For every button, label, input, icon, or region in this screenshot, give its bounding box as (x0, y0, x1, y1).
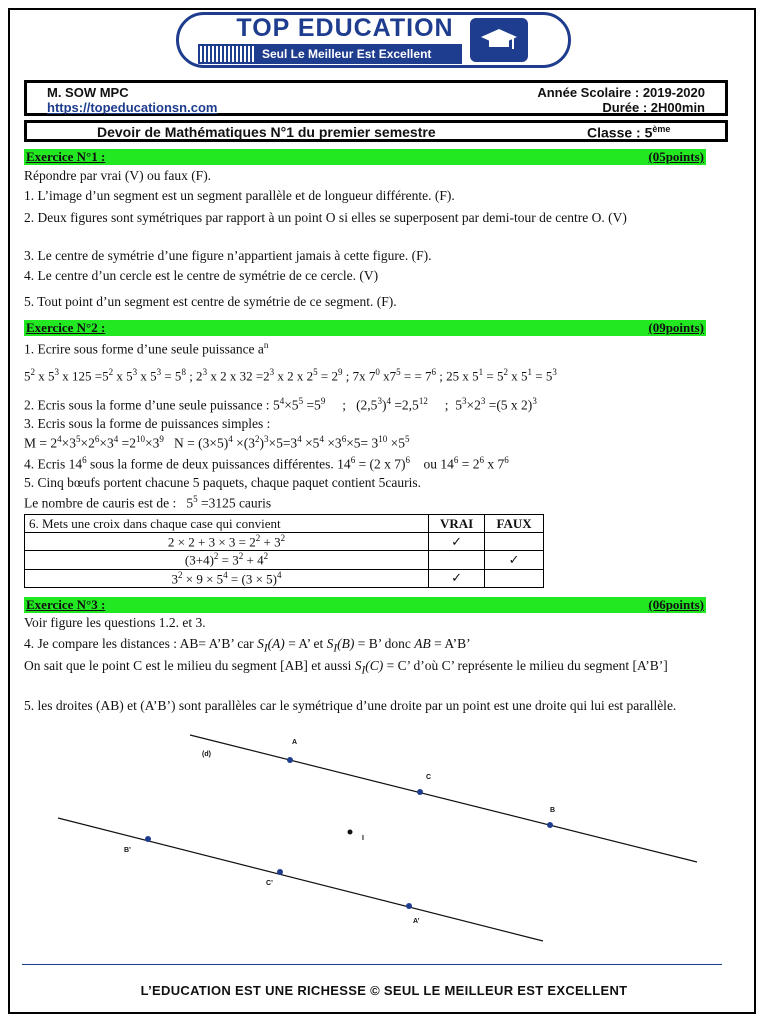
ex1-item-4: 4. Le centre d’un cercle est le centre de symétrie de ce cercle. (V) (24, 268, 379, 283)
footer-divider (22, 964, 722, 965)
ex2-q3-answer: $M = 2^4\times 3^5\times 2^6\times 3^4 =2^{10}\times 3^9$ $N = (3\times 5)^4 \times(3^2)^3\times 5=3^4 \times 5^4 \times 3^6\times 5= 3^{10} \times 5^5$ (24, 434, 410, 451)
exercise-3-title: Exercice N°3 : (26, 597, 106, 612)
point-b (547, 822, 553, 828)
ex2-q1: 1. Ecrire sous forme d’une seule puissance $a^n$ (24, 340, 269, 357)
label-c: C (426, 774, 432, 781)
line-ab (190, 735, 697, 862)
ex1-item-1: 1. L’image d’un segment est un segment parallèle et de longueur différente. (F). (24, 188, 455, 203)
label-c2: C’ (266, 880, 273, 887)
label-d: (d) (202, 751, 211, 758)
exercise-1-points: (05points) (648, 149, 704, 164)
exercise-3-points: (06points) (648, 597, 704, 612)
brand-slogan: Seul Le Meilleur Est Excellent (262, 47, 432, 61)
point-a (287, 757, 293, 763)
ex2-q3: 3. Ecris sous la forme de puissances simples : (24, 416, 271, 431)
table-expr-1: $2 \times 2 + 3 \times 3 = 2^2 + 3^2$ (25, 533, 429, 551)
ex1-intro: Répondre par vrai (V) ou faux (F). (24, 168, 212, 183)
label-b2: B’ (124, 847, 131, 854)
point-i (348, 830, 353, 835)
duration: Durée : 2H00min (602, 100, 705, 115)
table-question: 6. Mets une croix dans chaque case qui convient (25, 515, 429, 533)
school-year: Année Scolaire : 2019-2020 (537, 85, 705, 100)
ex3-line-4: 5. les droites (AB) et (A’B’) sont parallèles car le symétrique d’une droite par un point est une droite qui lui est parallèle. (24, 698, 677, 713)
label-i: I (362, 835, 364, 842)
ex3-line-1: Voir figure les questions 1.2. et 3. (24, 615, 206, 630)
exercise-1-title: Exercice N°1 : (26, 149, 106, 164)
label-a: A (292, 739, 298, 746)
col-vrai: VRAI (429, 515, 485, 533)
label-a2: A’ (413, 918, 420, 925)
line-a2b2 (58, 818, 543, 941)
check-cell-1-vrai[interactable]: ✓ (429, 533, 485, 551)
exercise-2-title: Exercice N°2 : (26, 320, 106, 335)
brand-title: TOP EDUCATION (236, 14, 454, 42)
ex3-line-3: On sait que le point C est le milieu du segment [AB] et aussi $S_I(C) = C$’ d’où C’ représente le milieu du segment [A’B’] (24, 658, 668, 677)
table-expr-2: $(3+4)^2 = 3^2 + 4^2$ (25, 551, 429, 569)
check-cell-3-vrai[interactable]: ✓ (429, 569, 485, 587)
website-link[interactable]: https://topeducationsn.com (47, 100, 218, 115)
ex2-q1-answer: $5^2$ x $5^3$ x $125 =5^2$ x $5^3$ x $5^3 = 5^8$ ; $2^3$ x 2 x $32 =2^3$ x 2 x $2^5 = 2^9$ ; 7x $7^0$ $x7^5$ = = $7^6$ ; 25 x $5^1 = 5^2$ x $5^1 = 5^3$ (24, 367, 557, 384)
footer-text: L’EDUCATION EST UNE RICHESSE © SEUL LE MEILLEUR EST EXCELLENT (140, 983, 628, 998)
ex1-item-3: 3. Le centre de symétrie d’une figure n’appartient jamais à cette figure. (F). (24, 248, 432, 263)
exam-title: Devoir de Mathématiques N°1 du premier semestre (97, 124, 436, 140)
point-b2 (145, 836, 151, 842)
point-c (417, 789, 423, 795)
point-c2 (277, 869, 283, 875)
ex2-q5-answer: Le nombre de cauris est de : $5^5 =3125$ cauris (24, 494, 272, 511)
label-b: B (550, 807, 556, 814)
ex2-q2: 2. Ecris sous la forme d’une seule puissance : $5^4\times 5^5 =5^9$ ; $(2,5^3)^4 =2,5^{12}$ ; $5^3\times 2^3 =(5$ x 2)$^3$ (24, 396, 537, 413)
ex3-line-2: 4. Je compare les distances : AB= A’B’ car $S_I(A) = A$’ et $S_I(B) = B$’ donc AB = A’B’ (24, 636, 471, 655)
ex2-q4: 4. Ecris $14^6$ sous la forme de deux puissances différentes. $14^6 = (2$ x 7)$^6$ ou $14^6 = 2^6$ x $7^6$ (24, 455, 509, 472)
col-faux: FAUX (485, 515, 544, 533)
ex2-q5: 5. Cinq bœufs portent chacune 5 paquets, chaque paquet contient 5cauris. (24, 475, 422, 490)
table-expr-3: $3^2 \times 9 \times 5^4 = (3 \times 5)^4$ (25, 569, 429, 587)
check-cell-2-faux[interactable]: ✓ (485, 551, 544, 569)
teacher-name: M. SOW MPC (47, 85, 129, 100)
class-level: Classe : 5ème (587, 124, 671, 141)
ex1-item-5: 5. Tout point d’un segment est centre de symétrie de ce segment. (F). (24, 294, 397, 309)
exercise-2-points: (09points) (648, 320, 704, 335)
point-a2 (406, 903, 412, 909)
ex1-item-2: 2. Deux figures sont symétriques par rapport à un point O si elles se superposent par demi-tour de centre O. (V) (24, 210, 627, 225)
